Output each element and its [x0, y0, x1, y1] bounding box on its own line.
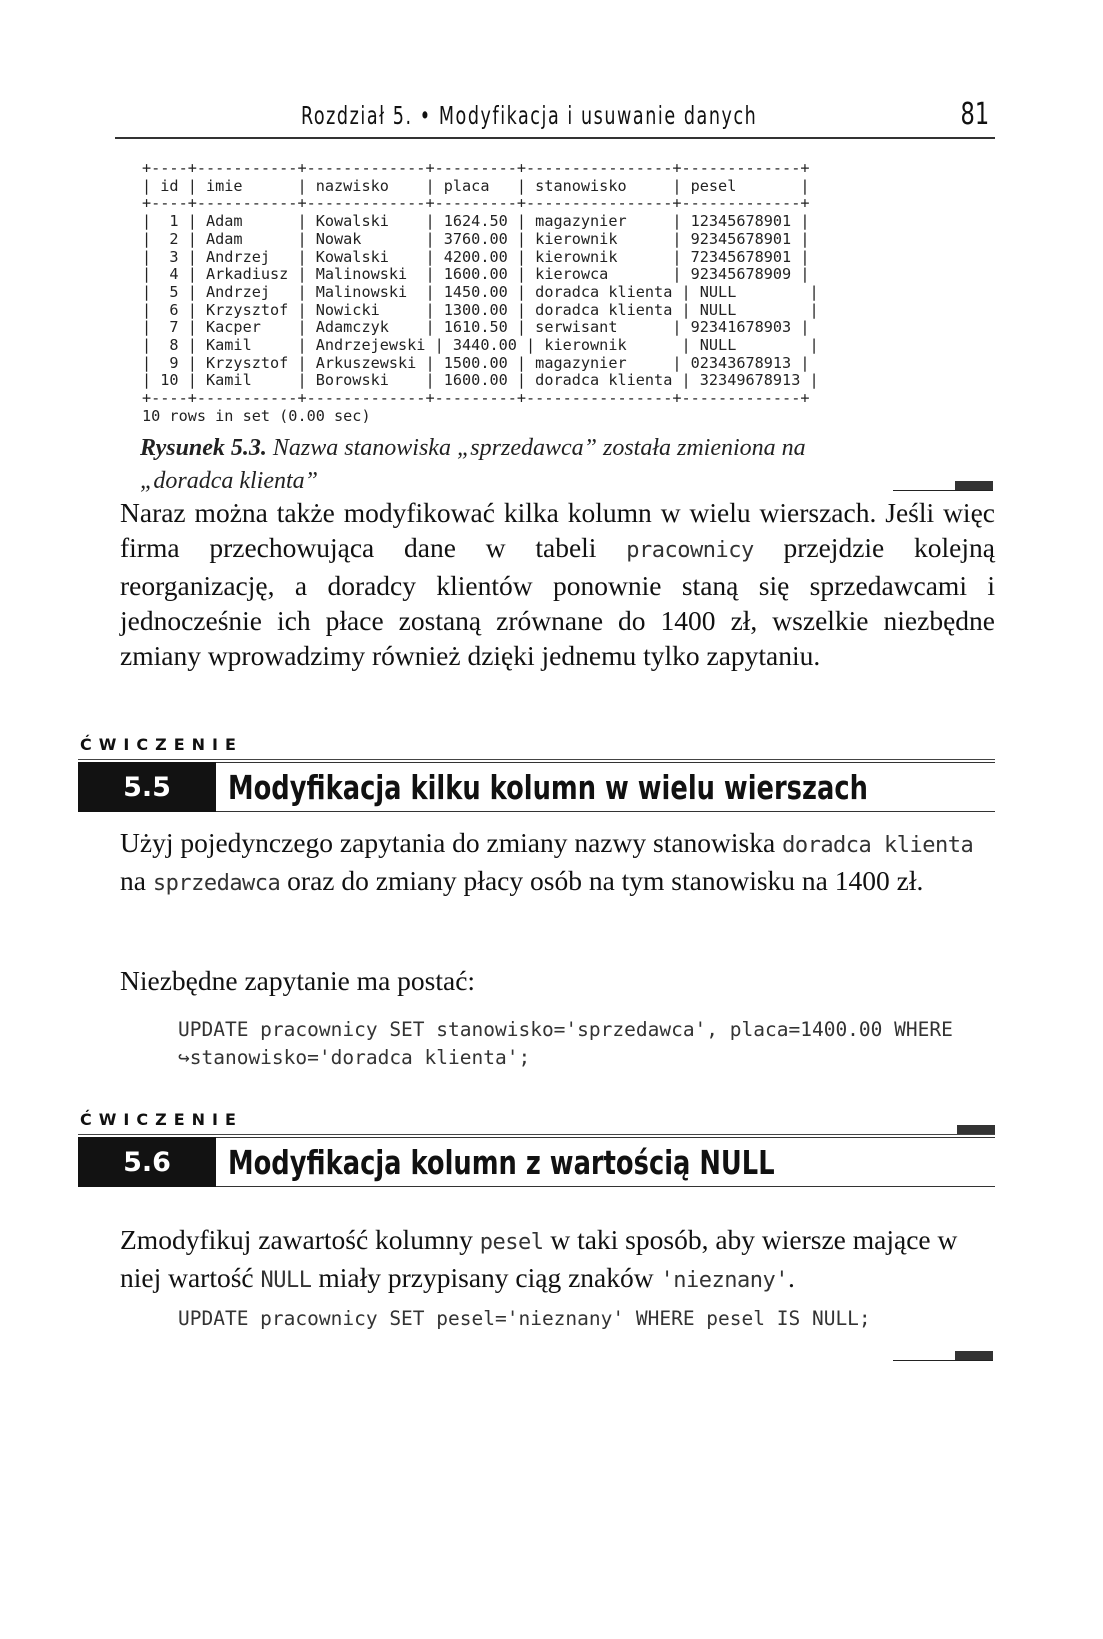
exercise-number-badge — [78, 1137, 216, 1187]
exercise-label-text: ĆWICZENIE — [80, 735, 243, 754]
exercise-label — [78, 735, 995, 760]
chapter-title: Rozdział 5. • Modyfikacja i usuwanie danych — [301, 101, 758, 130]
exercise-title-bar — [216, 762, 995, 812]
exercise-label-text: ĆWICZENIE — [80, 1110, 243, 1129]
instruction-text-1: Zmodyfikuj zawartość kolumny — [120, 1224, 480, 1255]
section-end-mark — [957, 1125, 995, 1134]
sql-code-block: UPDATE pracownicy SET pesel='nieznany' WHERE pesel IS NULL; — [178, 1307, 871, 1330]
exercise-title-bar — [216, 1137, 995, 1187]
exercise-title: Modyfikacja kilku kolumn w wielu wierszach — [228, 768, 868, 807]
section-end-mark — [893, 480, 993, 491]
query-lead-text: Niezbędne zapytanie ma postać: — [120, 965, 476, 996]
intro-code-table: pracownicy — [626, 538, 754, 563]
query-result-table: +----+-----------+-------------+---------+----------------+-------------+ | id | imie | nazwisko | placa | stanowisko | pesel | +----+-----------+-------------+---------+----------------+-------------+ | 1 | Adam | Kowalski | 1624.50 | magazynier | 12345678901 | | 2 | Adam | Nowak | 3760.00 | kierownik | 92345678901 | | 3 | Andrzej | Kowalski | 4200.00 | kierownik | 72345678901 | | 4 | Arkadiusz | Malinowski | 1600.00 | kierowca | 92345678909 | | 5 | Andrzej | Malinowski | 1450.00 | doradca klienta | NULL | | 6 | Krzysztof | Nowicki | 1300.00 | doradca klienta | NULL | | 7 | Kacper | Adamczyk | 1610.50 | serwisant | 92341678903 | | 8 | Kamil | Andrzejewski | 3440.00 | kierownik | NULL | | 9 | Krzysztof | Arkuszewski | 1500.00 | magazynier | 02343678913 | | 10 | Kamil | Borowski | 1600.00 | doradca klienta | 32349678913 | +----+-----------+-------------+---------+----------------+-------------+ 10 rows in set (0.00 sec) — [142, 159, 819, 425]
sql-code-block: UPDATE pracownicy SET stanowisko='sprzedawca', placa=1400.00 WHERE ↪stanowisko='doradca klienta'; — [178, 1018, 953, 1069]
intro-text-2: przejdzie kolejną reorganizację, a doradcy klientów ponownie staną się sprzedawcami i jednocześnie ich płace zostaną zrównane do 1400 zł, wszelkie niezbędne zmiany wprowadzimy również dzięki jednemu tylko zapytaniu. — [120, 532, 995, 671]
exercise-number: 5.5 — [123, 771, 171, 803]
running-header — [115, 95, 995, 139]
instruction-code-3: 'nieznany' — [660, 1268, 788, 1293]
instruction-code-1: doradca klienta — [782, 833, 974, 858]
figure-caption-text: Nazwa stanowiska „sprzedawca” została zmieniona na „doradca klienta” — [140, 435, 806, 494]
intro-paragraph — [120, 495, 995, 673]
figure-caption — [140, 432, 900, 498]
page-number: 81 — [960, 97, 989, 132]
instruction-text-3: miały przypisany ciąg znaków — [311, 1262, 661, 1293]
exercise-instruction — [120, 1222, 995, 1298]
exercise-title: Modyfikacja kolumn z wartością NULL — [228, 1143, 775, 1182]
instruction-text-2: na — [120, 865, 153, 896]
exercise-label — [78, 1110, 995, 1135]
instruction-text-4: . — [787, 1262, 795, 1293]
instruction-code-2: sprzedawca — [152, 871, 281, 896]
exercise-number-badge — [78, 762, 216, 812]
instruction-code-1: pesel — [479, 1230, 544, 1255]
figure-caption-label: Rysunek 5.3. — [140, 435, 267, 461]
instruction-text-3: oraz do zmiany płacy osób na tym stanowisku na 1400 zł. — [280, 865, 924, 896]
intro-text-1: Naraz można także modyfikować kilka kolumn w wielu wierszach. Jeśli więc firma przechowująca dane w tabeli — [120, 497, 995, 563]
instruction-text-1: Użyj pojedynczego zapytania do zmiany nazwy stanowiska — [120, 827, 783, 858]
instruction-text-2: w taki sposób, aby wiersze mające w niej wartość — [120, 1224, 958, 1293]
exercise-number: 5.6 — [123, 1146, 171, 1178]
instruction-code-2: NULL — [260, 1268, 312, 1293]
section-end-mark — [893, 1350, 993, 1361]
exercise-instruction — [120, 825, 995, 901]
